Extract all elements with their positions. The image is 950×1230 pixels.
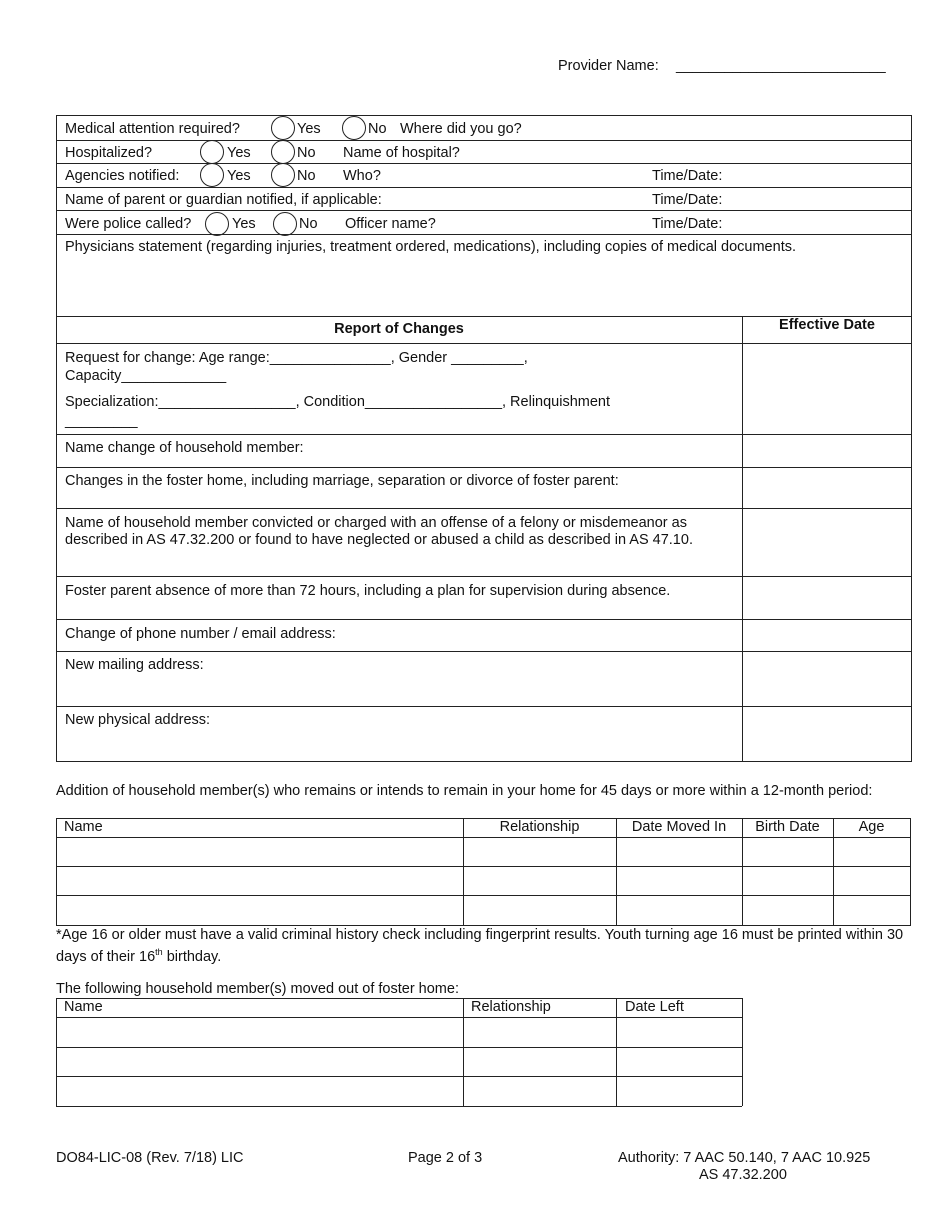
report-of-changes-title: Report of Changes <box>334 321 464 337</box>
effective-date-header: Effective Date <box>779 317 875 333</box>
officer-name-label: Officer name? <box>345 216 436 232</box>
new-mailing-address-label: New mailing address: <box>65 657 204 673</box>
provider-name-field[interactable]: __________________________ <box>676 58 886 74</box>
parent-time-date-label: Time/Date: <box>652 192 723 208</box>
medical-yes-radio[interactable] <box>271 116 295 140</box>
addition-col-birth-date: Birth Date <box>755 819 820 835</box>
addition-col-date-moved-in: Date Moved In <box>631 819 727 835</box>
effective-date-foster-home-field[interactable] <box>746 470 908 505</box>
police-time-date-label: Time/Date: <box>652 216 723 232</box>
effective-date-mailing-field[interactable] <box>746 654 908 703</box>
addition-intro: Addition of household member(s) who remains or intends to remain in your home for 45 days or more within a 12-month period: <box>56 783 873 799</box>
addition-col-name: Name <box>64 819 103 835</box>
name-change-label: Name change of household member: <box>65 440 304 456</box>
hospitalized-label: Hospitalized? <box>65 145 153 161</box>
convicted-member-label: Name of household member convicted or charged with an offense of a felony or misdemeanor as described in AS 47.32.200 or found to have neglected or abused a child as described in AS 47.10. <box>65 515 693 548</box>
agencies-no-radio[interactable] <box>271 163 295 187</box>
medical-no-radio[interactable] <box>342 116 366 140</box>
age-16-note <box>56 927 916 966</box>
police-yes-label: Yes <box>232 216 256 232</box>
medical-no-label: No <box>368 121 387 137</box>
agencies-no-label: No <box>297 168 316 184</box>
request-for-change-line1[interactable]: Request for change: Age range:_______________, Gender _________, <box>65 350 528 366</box>
where-did-you-go-label: Where did you go? <box>400 121 522 137</box>
effective-date-name-change-field[interactable] <box>746 437 908 464</box>
addition-row-1[interactable] <box>58 839 908 864</box>
moved-out-intro: The following household member(s) moved out of foster home: <box>56 981 459 997</box>
foster-home-changes-label: Changes in the foster home, including marriage, separation or divorce of foster parent: <box>65 473 619 489</box>
hospitalized-no-label: No <box>297 145 316 161</box>
new-physical-address-label: New physical address: <box>65 712 211 728</box>
hospitalized-no-radio[interactable] <box>271 140 295 164</box>
police-yes-radio[interactable] <box>205 212 229 236</box>
agencies-yes-radio[interactable] <box>200 163 224 187</box>
authority-line1: Authority: 7 AAC 50.140, 7 AAC 10.925 <box>618 1150 871 1166</box>
physician-statement-field[interactable] <box>60 258 906 314</box>
addition-col-age: Age <box>858 819 885 835</box>
request-for-change-line4[interactable]: _________ <box>65 413 138 429</box>
addition-row-3[interactable] <box>58 897 908 923</box>
moved-out-row-3[interactable] <box>58 1078 740 1104</box>
effective-date-physical-field[interactable] <box>746 709 908 758</box>
who-label: Who? <box>343 168 381 184</box>
hospitalized-yes-label: Yes <box>227 145 251 161</box>
police-no-label: No <box>299 216 318 232</box>
agencies-time-date-label: Time/Date: <box>652 168 723 184</box>
phone-email-change-label: Change of phone number / email address: <box>65 626 336 642</box>
age-16-note-text: *Age 16 or older must have a valid criminal history check including fingerprint results. Youth turning age 16 must be printed within 30 days of their 16 <box>56 927 904 965</box>
effective-date-absence-field[interactable] <box>746 579 908 616</box>
page-number: Page 2 of 3 <box>408 1150 483 1166</box>
effective-date-request-field[interactable] <box>746 346 908 431</box>
effective-date-convicted-field[interactable] <box>746 511 908 573</box>
agencies-notified-label: Agencies notified: <box>65 168 180 184</box>
request-for-change-line2[interactable]: Capacity_____________ <box>65 368 227 384</box>
medical-yes-label: Yes <box>297 121 321 137</box>
moved-out-row-1[interactable] <box>58 1019 740 1045</box>
parent-notified-label: Name of parent or guardian notified, if applicable: <box>65 192 382 208</box>
age-16-note-sup: th <box>155 947 163 957</box>
provider-name-label: Provider Name: <box>558 58 659 74</box>
age-16-note-end: birthday. <box>162 948 222 965</box>
hospital-name-label: Name of hospital? <box>343 145 460 161</box>
addition-col-relationship: Relationship <box>499 819 580 835</box>
moved-out-col-relationship: Relationship <box>471 999 551 1015</box>
physician-statement-label: Physicians statement (regarding injuries, treatment ordered, medications), including copies of medical documents. <box>65 239 796 255</box>
authority-line2: AS 47.32.200 <box>699 1167 787 1183</box>
request-for-change-line3[interactable]: Specialization:_________________, Condition_________________, Relinquishment <box>65 394 611 410</box>
effective-date-phone-field[interactable] <box>746 622 908 648</box>
moved-out-row-2[interactable] <box>58 1049 740 1074</box>
hospitalized-yes-radio[interactable] <box>200 140 224 164</box>
form-id: DO84-LIC-08 (Rev. 7/18) LIC <box>56 1150 244 1166</box>
police-called-label: Were police called? <box>65 216 192 232</box>
police-no-radio[interactable] <box>273 212 297 236</box>
addition-row-2[interactable] <box>58 868 908 893</box>
moved-out-col-name: Name <box>64 999 103 1015</box>
agencies-yes-label: Yes <box>227 168 251 184</box>
foster-parent-absence-label: Foster parent absence of more than 72 hours, including a plan for supervision during absence. <box>65 583 671 599</box>
medical-attention-label: Medical attention required? <box>65 121 240 137</box>
moved-out-col-date-left: Date Left <box>625 999 684 1015</box>
